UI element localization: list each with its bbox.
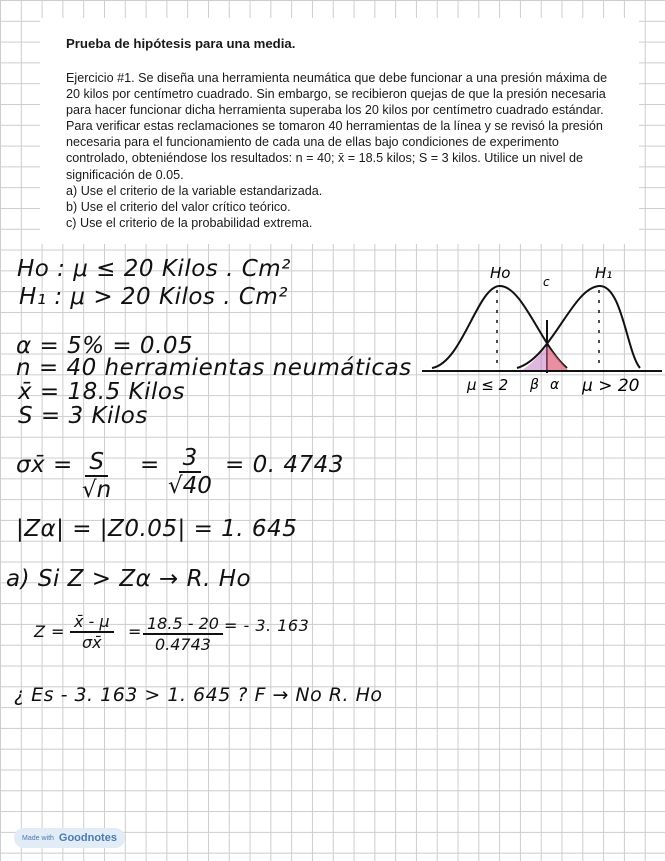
hypothesis-distribution-diagram [422, 258, 665, 398]
goodnotes-badge [14, 828, 125, 848]
sigma-fraction-2 [168, 445, 212, 499]
sigma-fraction-1-den: √n [82, 477, 112, 503]
sigma-fraction-1-num: S [85, 449, 108, 477]
critical-z: |Zα| = |Z0.05| = 1. 645 [16, 516, 298, 542]
z-equals: = [128, 622, 142, 641]
beta-label: β [530, 377, 539, 393]
z-fraction-2-den: 0.4743 [154, 635, 211, 654]
alpha-label: α [550, 377, 560, 393]
exercise-title: Prueba de hipótesis para una media. [66, 36, 296, 51]
option-c: c) Use el criterio de la probabilidad extrema. [66, 215, 313, 230]
sigma-fraction-2-den: √40 [168, 473, 212, 499]
option-b: b) Use el criterio del valor crítico teórico. [66, 199, 291, 214]
z-label: Z = [34, 622, 65, 641]
h0-axis-label: μ ≤ 2 [467, 376, 509, 394]
sample-std: S = 3 Kilos [18, 403, 148, 429]
h1-axis-label: μ > 20 [582, 376, 640, 396]
h1-curve [517, 286, 640, 368]
sigma-equals: = [140, 452, 160, 478]
alpha-value: α = 5% = 0.05 [16, 333, 194, 359]
sigma-result: = 0. 4743 [225, 452, 344, 478]
badge-brand: Goodnotes [58, 832, 117, 844]
sigma-label: σx̄ = [16, 452, 73, 478]
z-fraction-2 [143, 614, 223, 654]
c-label: c [543, 275, 550, 289]
sample-mean: x̄ = 18.5 Kilos [18, 379, 185, 405]
alternative-hypothesis: H₁ : μ > 20 Kilos . Cm² [19, 284, 289, 310]
z-fraction-2-num: 18.5 - 20 [143, 614, 223, 635]
sigma-fraction-1 [82, 449, 111, 503]
h1-label: H₁ [595, 264, 613, 282]
null-hypothesis: Ho : μ ≤ 20 Kilos . Cm² [17, 256, 291, 282]
comparison-question: ¿ Es - 3. 163 > 1. 645 ? F → No R. Ho [14, 684, 383, 706]
decision-rule: a) Si Z > Zα → R. Ho [6, 566, 252, 592]
z-fraction-1 [70, 612, 114, 652]
z-result: = - 3. 163 [224, 616, 310, 635]
exercise-options [66, 183, 615, 231]
badge-made-with: Made with [22, 834, 54, 842]
exercise-statement: Ejercicio #1. Se diseña una herramienta neumática que debe funcionar a una presión máxima de 20 kilos por centímetro cuadrado. Sin embargo, se recibieron quejas de que la presión necesaria para hacer funcionar dicha herramienta superaba los 20 kilos por centímetro cuadrado estándar. Para verificar estas reclamaciones se tomaron 40 herramientas de la línea y se revisó la presión necesaria para el funcionamiento de cada una de ellas bajo condiciones de experimento controlado, obteniéndose los resultados: n = 40; x̄ = 18.5 kilos; S = 3 kilos. Utilice un nivel de significación de 0.05. [66, 71, 608, 182]
z-fraction-1-den: σx̄ [81, 633, 102, 652]
exercise-card [40, 18, 639, 244]
option-a: a) Use el criterio de la variable estandarizada. [66, 183, 323, 198]
z-fraction-1-num: x̄ - μ [70, 612, 114, 633]
h0-label: Ho [490, 264, 511, 282]
sample-size: n = 40 herramientas neumáticas [16, 355, 412, 381]
sigma-fraction-2-num: 3 [179, 445, 202, 473]
